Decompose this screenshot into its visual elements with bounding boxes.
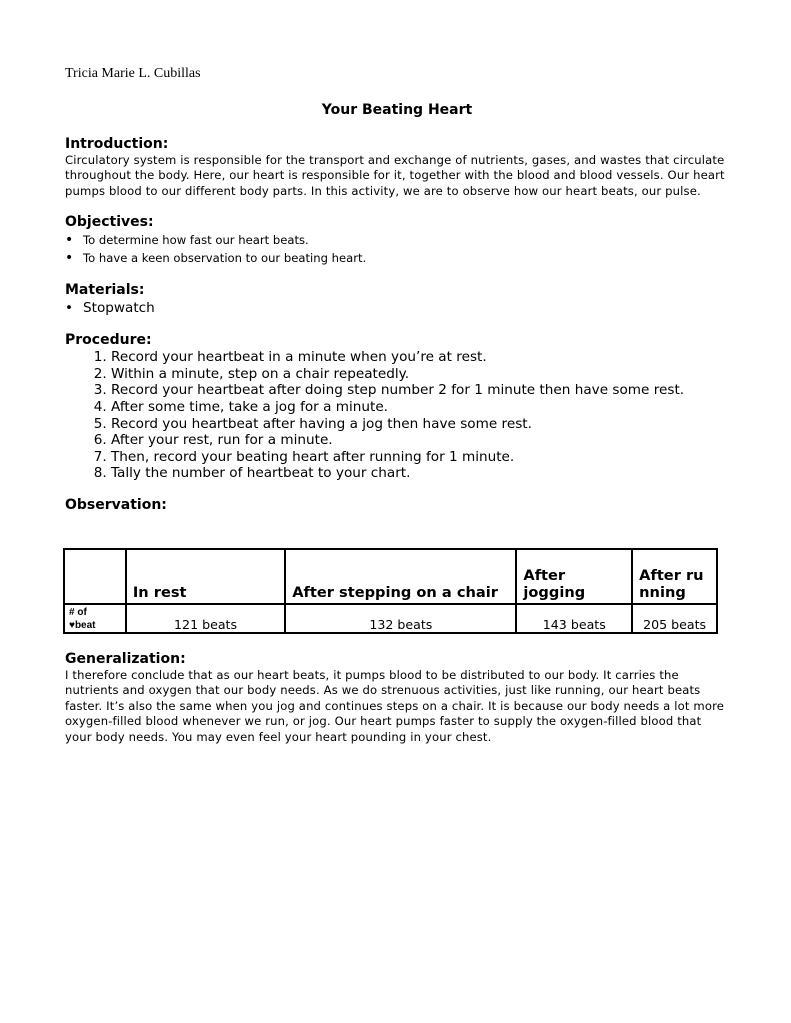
objective-item: • To determine how fast our heart beats. (65, 231, 729, 249)
table-cell: 121 beats (126, 604, 285, 633)
procedure-step: 4. After some time, take a jog for a minute. (111, 399, 729, 416)
procedure-section (65, 331, 729, 482)
table-header-cell: After jogging (516, 549, 632, 604)
table-header-cell (64, 549, 126, 604)
generalization-heading: Generalization: (65, 651, 186, 667)
materials-section (65, 281, 729, 317)
row-label-line2: ♥beat (69, 620, 96, 631)
introduction-section (65, 135, 729, 199)
row-label (64, 604, 126, 633)
procedure-list (65, 349, 729, 482)
procedure-step: 5. Record you heartbeat after having a jog then have some rest. (111, 416, 729, 433)
author-name: Tricia Marie L. Cubillas (65, 66, 201, 81)
objectives-list (65, 231, 729, 267)
material-item: • Stopwatch (65, 299, 729, 317)
table-header-cell: After running (632, 549, 717, 604)
objectives-heading: Objectives: (65, 214, 154, 231)
procedure-step: 3. Record your heartbeat after doing step number 2 for 1 minute then have some rest. (111, 382, 729, 399)
observation-heading: Observation: (65, 496, 167, 513)
generalization-text: I therefore conclude that as our heart beats, it pumps blood to be distributed to our body. It carries the nutrients and oxygen that our body needs. As we do strenuous activities, just like running, our heart beats faster. It’s also the same when you jog and continues steps on a chair. It is because our body needs a lot more oxygen-filled blood whenever we run, or jog. Our heart pumps faster to supply the oxygen-filled blood that your body needs. You may even feel your heart pounding in your chest. (65, 668, 725, 744)
table-cell: 143 beats (516, 604, 632, 633)
observation-table (63, 548, 718, 634)
table-row (64, 604, 717, 633)
objectives-section (65, 213, 729, 267)
procedure-heading: Procedure: (65, 332, 152, 349)
introduction-heading: Introduction: (65, 136, 169, 152)
table-header-cell: After stepping on a chair (285, 549, 516, 604)
procedure-step: 1. Record your heartbeat in a minute when you’re at rest. (111, 349, 729, 366)
row-label-line1: # of (69, 607, 87, 618)
page-title: Your Beating Heart (321, 102, 473, 118)
objective-item: • To have a keen observation to our beating heart. (65, 249, 729, 267)
procedure-step: 2. Within a minute, step on a chair repeatedly. (111, 366, 729, 383)
generalization-section (65, 650, 729, 745)
introduction-text: Circulatory system is responsible for the transport and exchange of nutrients, gases, and wastes that circulate throughout the body. Here, our heart is responsible for it, together with the blood and blood vessels. Our heart pumps blood to our different body parts. In this activity, we are to observe how our heart beats, our pulse. (65, 153, 725, 198)
table-cell: 205 beats (632, 604, 717, 633)
table-header-row (64, 549, 717, 604)
procedure-step: 6. After your rest, run for a minute. (111, 432, 729, 449)
table-cell: 132 beats (285, 604, 516, 633)
observation-section (65, 496, 729, 514)
document-page (65, 64, 729, 514)
procedure-step: 8. Tally the number of heartbeat to your chart. (111, 465, 729, 482)
materials-list (65, 299, 729, 317)
procedure-step: 7. Then, record your beating heart after running for 1 minute. (111, 449, 729, 466)
materials-heading: Materials: (65, 282, 145, 299)
table-header-cell: In rest (126, 549, 285, 604)
